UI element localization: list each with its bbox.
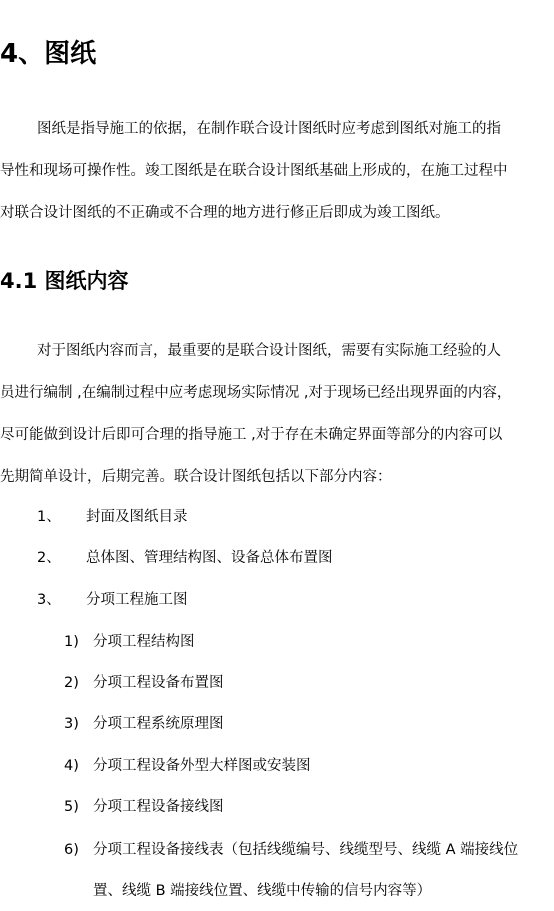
section-line: 尽可能做到设计后即可合理的指导施工 ,对于存在未确定界面等部分的内容可以 [0, 427, 503, 443]
sub-list-item [0, 673, 554, 693]
section-line: 先期简单设计，后期完善。联合设计图纸包括以下部分内容： [0, 469, 392, 485]
sub-list-item [0, 840, 554, 860]
section-line: 对于图纸内容而言，最重要的是联合设计图纸，需要有实际施工经验的人 [37, 343, 501, 359]
intro-line: 对联合设计图纸的不正确或不合理的地方进行修正后即成为竣工图纸。 [0, 205, 450, 221]
list-item-number: 3、 [37, 592, 61, 608]
sub-list-item-continuation-text: 置、线缆 B 端接线位置、线缆中传输的信号内容等） [93, 883, 432, 899]
section-line: 员进行编制 ,在编制过程中应考虑现场实际情况 ,对于现场已经出现界面的内容， [0, 385, 512, 401]
sub-list-item-number: 1) [64, 634, 79, 650]
sub-list-item-number: 6) [64, 842, 79, 858]
intro-paragraph [0, 108, 554, 234]
list-item [0, 507, 554, 527]
sub-list-item-text: 分项工程设备接线图 [93, 799, 224, 815]
sub-list-item-number: 2) [64, 675, 79, 691]
sub-list-item [0, 756, 554, 776]
sub-list-item [0, 632, 554, 652]
sub-list-item-number: 5) [64, 799, 79, 815]
sub-list-item-number: 4) [64, 758, 79, 774]
list-item-text: 总体图、管理结构图、设备总体布置图 [86, 550, 333, 566]
sub-list-item [0, 797, 554, 817]
list-item [0, 590, 554, 610]
sub-list-item-text: 分项工程系统原理图 [93, 716, 224, 732]
sub-list-item [0, 714, 554, 734]
intro-line: 图纸是指导施工的依据，在制作联合设计图纸时应考虑到图纸对施工的指 [37, 121, 501, 137]
sub-list-item-text: 分项工程设备接线表（包括线缆编号、线缆型号、线缆 A 端接线位 [93, 842, 519, 858]
sub-list-item-text: 分项工程设备布置图 [93, 675, 224, 691]
list-item-number: 2、 [37, 550, 61, 566]
section-paragraph [0, 330, 554, 498]
list-item [0, 548, 554, 568]
page-heading: 4、图纸 [0, 39, 97, 69]
sub-list-item-text: 分项工程设备外型大样图或安装图 [93, 758, 311, 774]
section-heading: 4.1 图纸内容 [0, 269, 129, 293]
list-item-text: 分项工程施工图 [86, 592, 188, 608]
sub-list-item-text: 分项工程结构图 [93, 634, 195, 650]
sub-list-item-continuation [0, 881, 554, 901]
list-item-text: 封面及图纸目录 [86, 509, 188, 525]
intro-line: 导性和现场可操作性。竣工图纸是在联合设计图纸基础上形成的，在施工过程中 [0, 163, 508, 179]
sub-list-item-number: 3) [64, 716, 79, 732]
list-item-number: 1、 [37, 509, 61, 525]
